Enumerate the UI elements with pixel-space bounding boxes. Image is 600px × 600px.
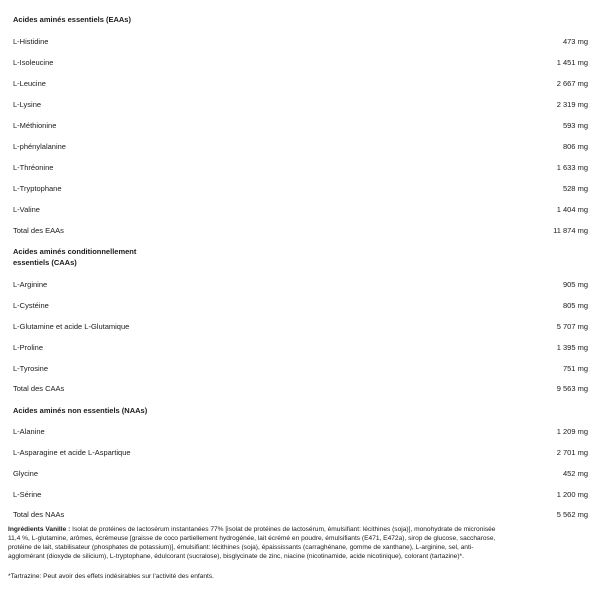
ingredients-text: Isolat de protéines de lactosérum instantanées 77% [isolat de protéines de lactosérum, émulsifiant: lécithines (soja)], monohydrate de micronisée	[72, 526, 496, 533]
amino-value: 805 mg	[562, 301, 588, 310]
amino-value: 751 mg	[562, 364, 588, 373]
total-label: Total des NAAs	[13, 510, 65, 519]
amino-name: L-phénylalanine	[13, 142, 66, 151]
amino-name: Glycine	[13, 469, 39, 478]
section-title-eaas: Acides aminés essentiels (EAAs)	[13, 15, 131, 24]
ingredients-line: protéine de lait, stabilisateur (phosphates de potassium)], émulsifiant: lécithines (soja), épaississants (carraghénane, gomme de xanthane), L-arginine, sel, anti-	[8, 544, 474, 551]
amino-name: L-Alanine	[13, 427, 45, 436]
ingredients-paragraph	[8, 525, 592, 561]
table-row	[13, 79, 588, 89]
table-row	[13, 343, 588, 353]
section-title-caas: Acides aminés conditionnellement	[13, 247, 137, 256]
table-row	[13, 427, 588, 437]
table-row	[13, 280, 588, 290]
amino-value: 1 200 mg	[556, 490, 588, 499]
amino-name: L-Histidine	[13, 37, 49, 46]
amino-value: 5 707 mg	[556, 322, 588, 331]
table-row	[13, 142, 588, 152]
amino-name: L-Tryptophane	[13, 184, 62, 193]
total-label: Total des EAAs	[13, 226, 64, 235]
amino-name: L-Méthionine	[13, 121, 57, 130]
amino-name: L-Glutamine et acide L-Glutamique	[13, 322, 130, 331]
amino-value: 473 mg	[562, 37, 588, 46]
amino-value: 452 mg	[562, 469, 588, 478]
table-row	[13, 121, 588, 131]
amino-value: 2 701 mg	[556, 448, 588, 457]
tartrazine-footnote: *Tartrazine: Peut avoir des effets indésirables sur l'activité des enfants.	[8, 573, 215, 580]
amino-value: 806 mg	[562, 142, 588, 151]
ingredients-label: Ingrédients Vanille :	[8, 526, 71, 533]
ingredients-line	[8, 525, 592, 534]
table-row	[13, 448, 588, 458]
amino-value: 528 mg	[562, 184, 588, 193]
ingredients-line: agglomérant (dioxyde de silicium), L-tryptophane, édulcorant (sucralose), bisglycinate de zinc, niacine (nicotinamide, acide nicotinique), colorant (tartazine)*.	[8, 553, 464, 560]
total-row	[13, 226, 588, 236]
amino-value: 1 404 mg	[556, 205, 588, 214]
amino-name: L-Thréonine	[13, 163, 54, 172]
table-row	[13, 205, 588, 215]
amino-value: 2 319 mg	[556, 100, 588, 109]
section-title-caas-line2: essentiels (CAAs)	[13, 258, 77, 267]
amino-value: 1 451 mg	[556, 58, 588, 67]
total-label: Total des CAAs	[13, 384, 65, 393]
total-row	[13, 510, 588, 520]
table-row	[13, 469, 588, 479]
table-row	[13, 37, 588, 47]
amino-name: L-Arginine	[13, 280, 48, 289]
amino-value: 2 667 mg	[556, 79, 588, 88]
amino-name: L-Cystéine	[13, 301, 49, 310]
amino-value: 1 395 mg	[556, 343, 588, 352]
total-value: 9 563 mg	[556, 384, 588, 393]
amino-name: L-Sérine	[13, 490, 42, 499]
table-row	[13, 58, 588, 68]
table-row	[13, 184, 588, 194]
table-row	[13, 322, 588, 332]
amino-value: 1 633 mg	[556, 163, 588, 172]
table-row	[13, 364, 588, 374]
total-row	[13, 384, 588, 394]
section-title-naas: Acides aminés non essentiels (NAAs)	[13, 406, 148, 415]
amino-name: L-Lysine	[13, 100, 42, 109]
amino-name: L-Proline	[13, 343, 44, 352]
total-value: 5 562 mg	[556, 510, 588, 519]
amino-value: 1 209 mg	[556, 427, 588, 436]
amino-name: L-Asparagine et acide L-Aspartique	[13, 448, 131, 457]
amino-value: 905 mg	[562, 280, 588, 289]
amino-value: 593 mg	[562, 121, 588, 130]
amino-name: L-Valine	[13, 205, 40, 214]
ingredients-line: 11,4 %, L-glutamine, arômes, écrémeuse [graisse de coco partiellement hydrogénée, lait écrémé en poudre, émulsifiants (E471, E472a), sirop de glucose, saccharose,	[8, 535, 496, 542]
total-value: 11 874 mg	[553, 226, 588, 235]
table-row	[13, 163, 588, 173]
amino-name: L-Leucine	[13, 79, 46, 88]
table-row	[13, 301, 588, 311]
amino-name: L-Tyrosine	[13, 364, 49, 373]
amino-name: L-Isoleucine	[13, 58, 54, 67]
table-row	[13, 490, 588, 500]
table-row	[13, 100, 588, 110]
